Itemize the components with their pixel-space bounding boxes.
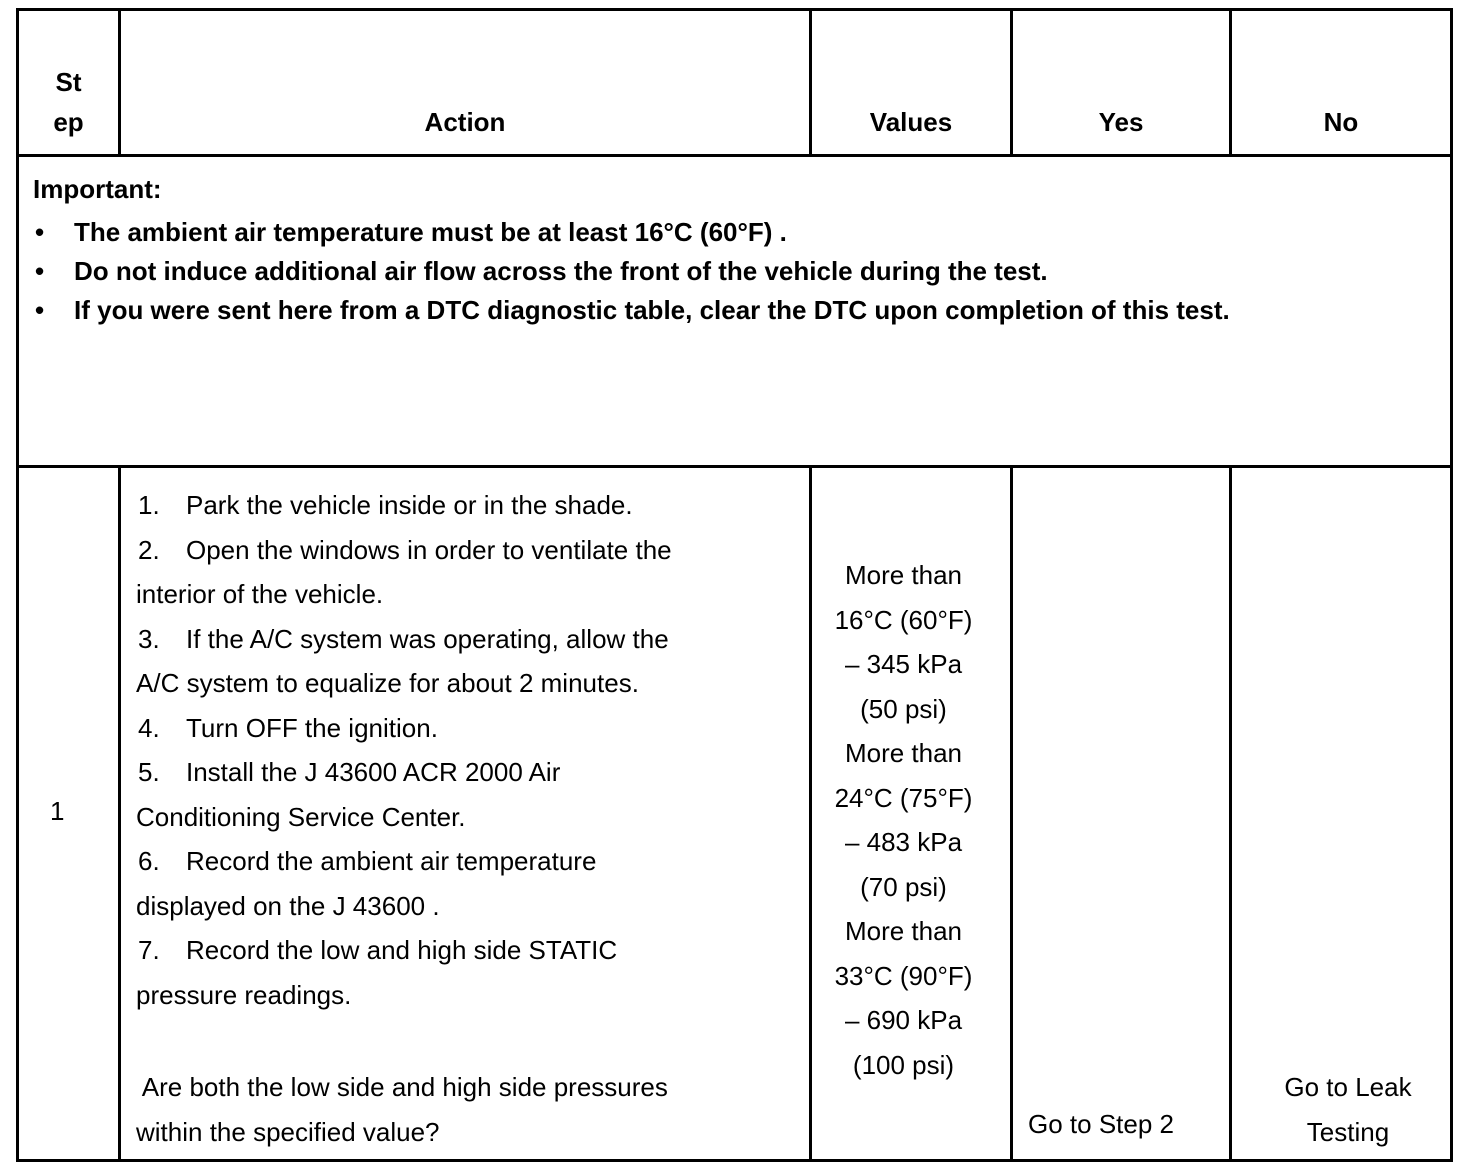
action-step-text: Turn OFF the ignition. — [186, 712, 438, 743]
action-line — [136, 617, 716, 662]
action-step-text: interior of the vehicle. — [136, 579, 384, 609]
value-line: (70 psi) — [860, 871, 947, 902]
col-divider-action-row1 — [809, 465, 812, 1162]
no-result-line: Testing — [1306, 1116, 1390, 1147]
value-line: – 690 kPa — [844, 1005, 963, 1035]
header-action: Action — [424, 107, 506, 137]
action-step-text: Open the windows in order to ventilate the — [186, 534, 672, 565]
action-line — [136, 483, 716, 528]
diagnostic-table — [16, 8, 1453, 1164]
header-step-line2: ep — [53, 107, 84, 137]
action-step-number: 5. — [138, 757, 160, 787]
action-step-text: Conditioning Service Center. — [136, 801, 466, 832]
action-step-text: displayed on the J 43600 . — [136, 890, 440, 921]
no-result-line: Go to Leak — [1284, 1072, 1412, 1102]
action-line — [136, 750, 716, 795]
action-step-number: 3. — [138, 623, 160, 654]
action-steps — [136, 483, 716, 1017]
value-line: 33°C (90°F) — [834, 960, 973, 991]
value-line: More than — [844, 560, 963, 590]
yes-result: Go to Step 2 — [1028, 1109, 1174, 1139]
action-step-text: If the A/C system was operating, allow the — [186, 623, 669, 654]
bullet-icon: • — [35, 295, 45, 325]
action-step-number: 6. — [138, 846, 160, 876]
value-line: – 345 kPa — [844, 649, 963, 679]
important-bullet — [33, 252, 1230, 291]
important-bullets — [33, 213, 1230, 330]
step-number: 1 — [50, 796, 65, 826]
col-divider-step-row1 — [118, 465, 121, 1162]
action-step-number: 7. — [138, 935, 160, 965]
table-border-bottom — [16, 1159, 1453, 1162]
specified-values — [816, 553, 991, 1087]
action-line — [136, 795, 716, 840]
header-no: No — [1323, 107, 1359, 137]
action-line — [136, 706, 716, 751]
col-divider-yes-row1 — [1229, 465, 1232, 1162]
important-bullet-text: The ambient air temperature must be at least 16°C (60°F) . — [74, 217, 787, 247]
header-step-line1: St — [55, 67, 82, 97]
action-line — [136, 528, 716, 573]
action-step-text: Park the vehicle inside or in the shade. — [186, 490, 633, 520]
table-border-top — [16, 8, 1453, 11]
important-divider — [16, 465, 1453, 468]
action-step-text: pressure readings. — [136, 979, 352, 1010]
table-border-right — [1450, 8, 1453, 1162]
important-title: Important: — [33, 174, 162, 204]
action-line — [136, 973, 716, 1018]
important-bullet — [33, 213, 1230, 252]
bullet-icon: • — [35, 256, 45, 286]
action-line — [136, 839, 716, 884]
action-step-number: 1. — [138, 490, 160, 520]
action-question — [136, 1065, 668, 1154]
value-line: 24°C (75°F) — [834, 782, 973, 813]
value-line: More than — [844, 738, 963, 768]
action-line — [136, 572, 716, 617]
action-step-text: A/C system to equalize for about 2 minutes. — [136, 668, 639, 698]
important-bullet — [33, 291, 1230, 330]
value-line: – 483 kPa — [844, 827, 963, 857]
action-step-text: Record the low and high side STATIC — [186, 935, 618, 965]
important-bullet-text: If you were sent here from a DTC diagnostic table, clear the DTC upon completion of this test. — [74, 295, 1230, 325]
action-line — [136, 884, 716, 929]
action-line — [136, 928, 716, 973]
value-line: (50 psi) — [860, 693, 947, 724]
value-line: 16°C (60°F) — [834, 604, 973, 635]
action-line — [136, 661, 716, 706]
header-yes: Yes — [1098, 107, 1144, 137]
bullet-icon: • — [35, 217, 45, 247]
important-bullet-text: Do not induce additional air flow across the front of the vehicle during the test. — [74, 256, 1048, 286]
value-line: (100 psi) — [852, 1049, 955, 1080]
no-result — [1248, 1065, 1448, 1154]
value-line: More than — [844, 916, 963, 946]
table-border-left — [16, 8, 19, 1162]
header-step — [19, 62, 118, 142]
question-line: within the specified value? — [136, 1116, 440, 1147]
header-values: Values — [869, 107, 953, 137]
action-step-number: 4. — [138, 712, 160, 743]
header-divider — [16, 154, 1453, 157]
question-line: Are both the low side and high side pressures — [136, 1072, 668, 1102]
col-divider-values-row1 — [1010, 465, 1013, 1162]
action-step-text: Record the ambient air temperature — [186, 846, 597, 876]
action-step-number: 2. — [138, 534, 160, 565]
action-step-text: Install the J 43600 ACR 2000 Air — [186, 757, 561, 787]
